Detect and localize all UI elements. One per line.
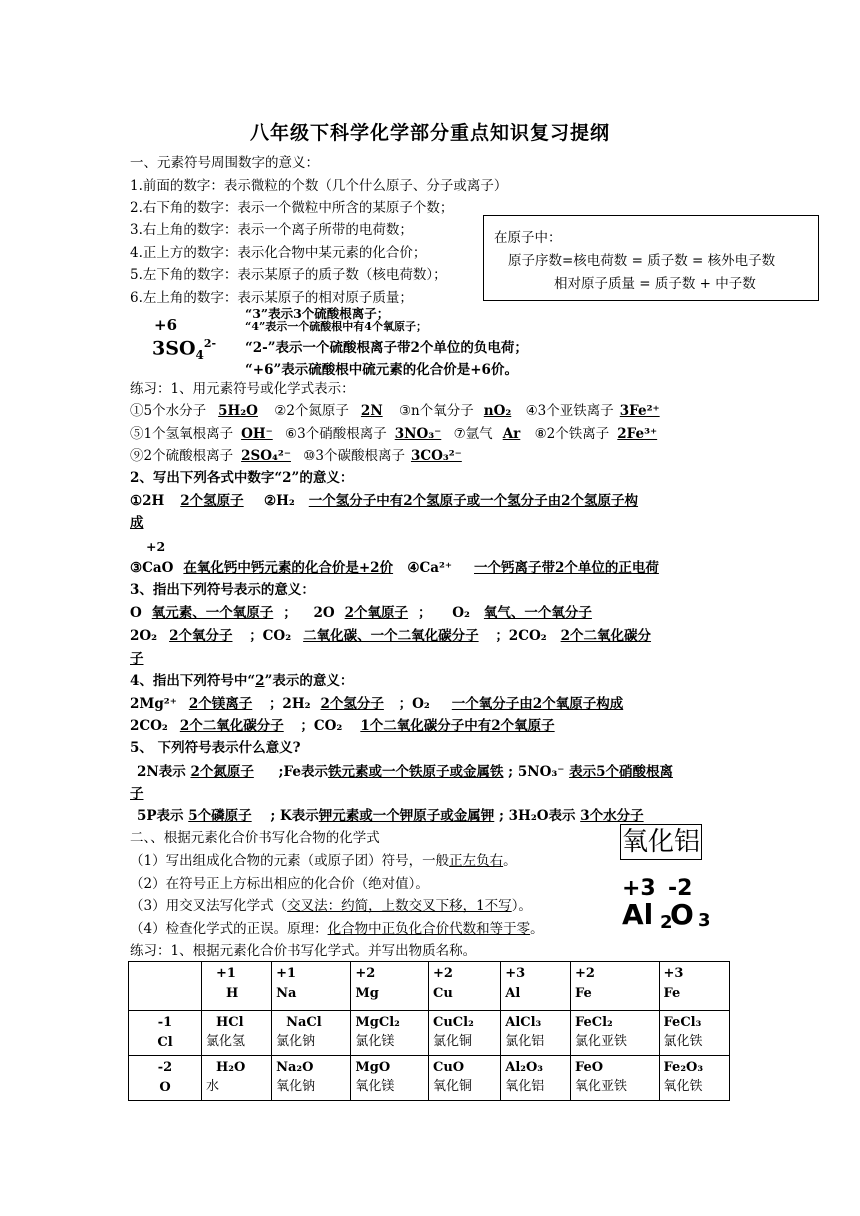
practice1-row: ⑨2个硫酸根离子 2SO₄²⁻ ⑩3个碳酸根离子 3CO₃²⁻ [130, 448, 462, 464]
practice2-valence: +2 [146, 539, 166, 554]
alox-o: O [670, 898, 694, 931]
practice5-cont: 子 [130, 786, 144, 802]
table-header-row [129, 962, 730, 1011]
practice2-row: ③CaO 在氧化钙中钙元素的化合价是+2价 ④Ca²⁺ 一个钙离子带2个单位的正电荷 [130, 560, 659, 576]
example-note: “2-”表示一个硫酸根离子带2个单位的负电荷； [245, 340, 528, 356]
section2-step: （1）写出组成化合物的元素（或原子团）符号，一般正左负右。 [130, 853, 517, 869]
example-valence: +6 [154, 316, 178, 334]
section2-heading: 二、、根据元素化合价书写化合物的化学式 [130, 830, 380, 846]
table-row [129, 1056, 730, 1101]
table-row [129, 1011, 730, 1056]
practice5-row: 2N表示 2个氮原子 ;Fe表示铁元素或一个铁原子或金属铁 ; 5NO₃⁻ 表示5个硝酸根离 [137, 764, 673, 780]
alox-valence-o: -2 [668, 876, 693, 901]
alox-sub2: 2 [660, 912, 673, 933]
table-header-cell: +2 Fe [570, 962, 659, 1011]
section1-item: 3.右上角的数字：表示一个离子所带的电荷数； [130, 222, 413, 238]
atom-box-line: 在原子中： [494, 230, 562, 246]
practice1-row: ①5个水分子 5H₂O ②2个氮原子 2N ③n个氧分子 nO₂ ④3个亚铁离子 3Fe²⁺ [130, 403, 660, 419]
practice2-heading: 2、写出下列各式中数字“2”的意义： [130, 470, 354, 486]
practice2-cont: 成 [130, 515, 144, 531]
table-cell: Fe₂O₃ 氧化铁 [659, 1056, 729, 1101]
practice4-heading: 4、指出下列符号中“2”表示的意义： [130, 673, 354, 689]
alox-label: 氧化铝 [620, 824, 702, 860]
table-cell: CuCl₂ 氯化铜 [428, 1011, 500, 1056]
practice5-heading: 5、 下列符号表示什么意义? [130, 740, 301, 756]
section1-item: 1.前面的数字：表示微粒的个数（几个什么原子、分子或离子） [130, 178, 508, 194]
table-cell: Na₂O 氧化钠 [272, 1056, 351, 1101]
section1-item: 2.右下角的数字：表示一个微粒中所含的某原子个数； [130, 200, 454, 216]
table-cell: CuO 氧化铜 [428, 1056, 500, 1101]
table-row-header: -1 Cl [129, 1011, 202, 1056]
table-cell: H₂O 水 [202, 1056, 272, 1101]
practice3-cont: 子 [130, 651, 144, 667]
section2-step: （3）用交叉法写化学式（交叉法：约简，上数交叉下移，1不写）。 [130, 898, 532, 914]
table-cell: MgO 氧化镁 [351, 1056, 429, 1101]
alox-al: Al [622, 898, 654, 931]
example-note: “4”表示一个硫酸根中有4个氧原子； [245, 320, 427, 333]
table-cell: FeO 氧化亚铁 [570, 1056, 659, 1101]
section2-step: （2）在符号正上方标出相应的化合价（绝对值）。 [130, 876, 429, 892]
table-header-cell: +1 Na [272, 962, 351, 1011]
practice3-heading: 3、指出下列符号表示的意义： [130, 582, 315, 598]
alox-valence-al: +3 [622, 876, 656, 901]
example-note: “+6”表示硫酸根中硫元素的化合价是+6价。 [245, 362, 518, 378]
section1-item: 6.左上角的数字：表示某原子的相对原子质量； [130, 290, 413, 306]
atom-box-line: 原子序数=核电荷数 = 质子数 = 核外电子数 [508, 253, 776, 269]
practice3-row: O 氧元素、一个氧原子 ； 2O 2个氧原子 ； O₂ 氧气、一个氧分子 [130, 605, 592, 621]
practice4-row: 2CO₂ 2个二氧化碳分子 ；CO₂ 1个二氧化碳分子中有2个氧原子 [130, 718, 555, 734]
section2-practice: 练习：1、根据元素化合价书写化学式。并写出物质名称。 [130, 943, 477, 959]
atom-info-box [483, 215, 819, 301]
practice3-row: 2O₂ 2个氧分子 ；CO₂ 二氧化碳、一个二氧化碳分子 ；2CO₂ 2个二氧化碳分 [130, 628, 652, 644]
table-header-cell: +1 H [202, 962, 272, 1011]
practice5-row: 5P表示 5个磷原子 ; K表示钾元素或一个钾原子或金属钾 ; 3H₂O表示 3个水分子 [137, 808, 644, 824]
page-title: 八年级下科学化学部分重点知识复习提纲 [249, 122, 610, 144]
table-header-cell: +2 Mg [351, 962, 429, 1011]
table-header-cell: +2 Cu [428, 962, 500, 1011]
example-note: “3”表示3个硫酸根离子； [245, 306, 390, 321]
section2-step: （4）检查化学式的正误。原理：化合物中正负化合价代数和等于零。 [130, 921, 544, 937]
table-cell: FeCl₃ 氯化铁 [659, 1011, 729, 1056]
practice1-row: ⑤1个氢氧根离子 OH⁻ ⑥3个硝酸根离子 3NO₃⁻ ⑦氩气 Ar ⑧2个铁离子 2Fe³⁺ [130, 426, 658, 442]
practice4-row: 2Mg²⁺ 2个镁离子 ；2H₂ 2个氢分子 ；O₂ 一个氧分子由2个氧原子构成 [130, 696, 624, 712]
valence-table [128, 961, 730, 1101]
table-header-cell: +3 Fe [659, 962, 729, 1011]
alox-sub3: 3 [698, 910, 711, 931]
table-cell: Al₂O₃ 氧化铝 [501, 1056, 571, 1101]
table-row-header: -2 O [129, 1056, 202, 1101]
table-cell: AlCl₃ 氯化铝 [501, 1011, 571, 1056]
section1-item: 5.左下角的数字：表示某原子的质子数（核电荷数）； [130, 267, 447, 283]
table-cell: MgCl₂ 氯化镁 [351, 1011, 429, 1056]
practice1-heading: 练习：1、用元素符号或化学式表示： [130, 381, 355, 397]
section1-item: 4.正上方的数字：表示化合物中某元素的化合价； [130, 245, 427, 261]
section1-heading: 一、元素符号周围数字的意义： [130, 155, 319, 171]
table-cell: NaCl 氯化钠 [272, 1011, 351, 1056]
practice2-row: ①2H 2个氢原子 ②H₂ 一个氢分子中有2个氢原子或一个氢分子由2个氢原子构 [130, 493, 639, 509]
example-formula: $3SO_4^{2-}$ [152, 337, 217, 363]
atom-box-line: 相对原子质量 = 质子数 + 中子数 [554, 276, 756, 292]
table-header-cell: +3 Al [501, 962, 571, 1011]
table-cell: HCl 氯化氢 [202, 1011, 272, 1056]
table-cell: FeCl₂ 氯化亚铁 [570, 1011, 659, 1056]
table-corner-cell [129, 962, 202, 1011]
